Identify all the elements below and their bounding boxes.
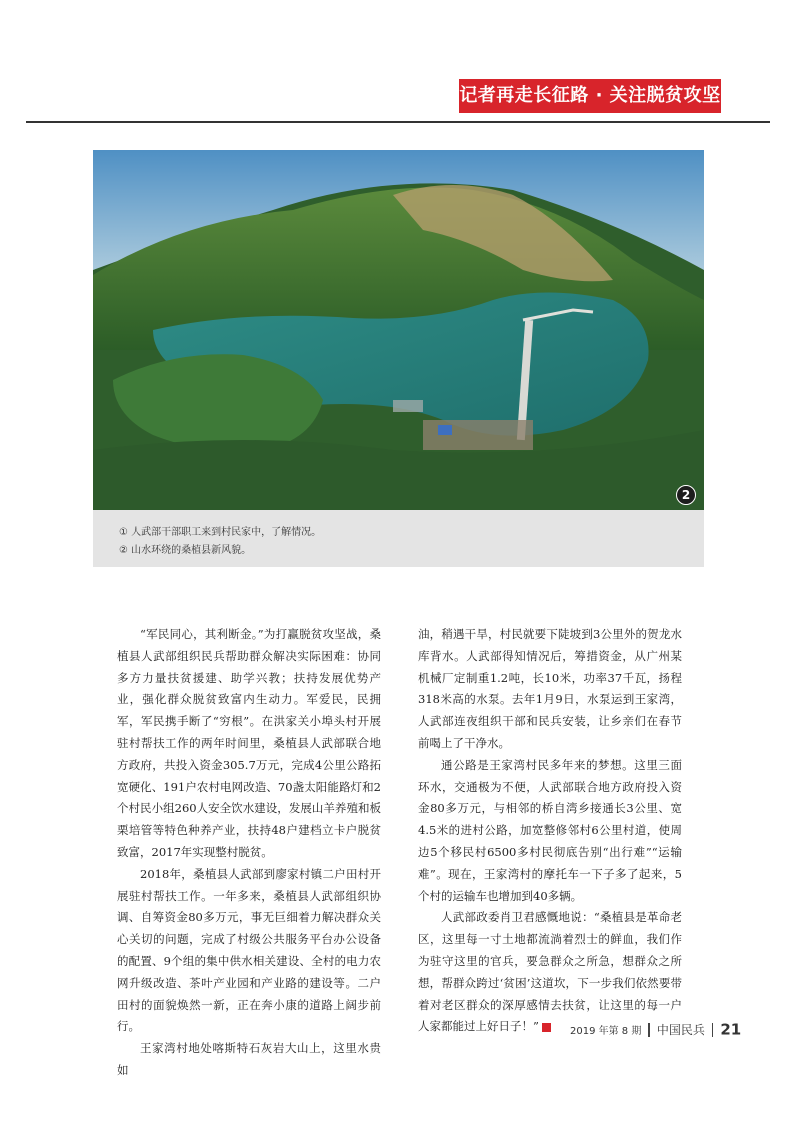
photo-number-badge: 2: [676, 485, 696, 505]
paragraph-text: 人武部政委肖卫君感慨地说：“桑植县是革命老区，这里每一寸土地都流淌着烈士的鲜血，我们作为驻守这里的官兵，要急群众之所急，想群众之所想，帮群众跨过‘贫困’这道坎，下一步我们依然要带着对老区群众的深厚感情去扶贫，让这里的每一户人家都能过上好日子！”: [418, 910, 682, 1034]
footer-divider: [712, 1023, 714, 1037]
paragraph: 王家湾村地处喀斯特石灰岩大山上，这里水贵如: [117, 1041, 381, 1077]
caption-2: ② 山水环绕的桑植县新风貌。: [119, 545, 252, 556]
issue-label: 2019 年第 8 期: [570, 1026, 642, 1037]
page-number: 21: [720, 1020, 742, 1039]
section-banner: 记者再走长征路 · 关注脱贫攻坚: [459, 79, 721, 113]
paragraph: “军民同心，其利断金。”为打赢脱贫攻坚战，桑植县人武部组织民兵帮助群众解决实际困难：协同多方力量扶贫援建、助学兴教；扶持发展优势产业，强化群众脱贫致富内生动力。军爱民，民拥军，军民携手断了“穷根”。在洪家关小埠头村开展驻村帮扶工作的两年时间里，桑植县人武部联合地方政府，共投入资金305.7万元，完成4公里公路拓宽硬化、191户农村电网改造、70盏太阳能路灯和2个村民小组260人安全饮水建设，发展山羊养殖和板栗培管等特色种养产业，扶持48户建档立卡户脱贫致富，2017年实现整村脱贫。: [117, 627, 381, 859]
aerial-landscape-photo: [93, 150, 704, 510]
end-mark-icon: J: [542, 1023, 551, 1032]
page-footer: [570, 1019, 741, 1039]
paragraph: 通公路是王家湾村民多年来的梦想。这里三面环水，交通极为不便，人武部联合地方政府投入资金80多万元，与相邻的桥自湾乡接通长3公里、宽4.5米的进村公路，加宽整修邻村6公里村道，使周边5个移民村6500多村民彻底告别“出行难”“运输难”。现在，王家湾村的摩托车一下子多了起来，5个村的运输车也增加到40多辆。: [418, 757, 682, 903]
footer-divider: [648, 1023, 650, 1037]
paragraph-continued: 油，稍遇干旱，村民就要下陡坡到3公里外的贺龙水库背水。人武部得知情况后，筹措资金，从广州某机械厂定制重1.2吨，长10米，功率37千瓦，扬程318米高的水泵。去年1月9日，水泵运到王家湾，人武部连夜组织干部和民兵安装，让乡亲们在春节前喝上了干净水。: [418, 627, 682, 750]
caption-1: ① 人武部干部职工来到村民家中，了解情况。: [119, 527, 322, 538]
paragraph: 2018年，桑植县人武部到廖家村镇二户田村开展驻村帮扶工作。一年多来，桑植县人武部组织协调、自筹资金80多万元，事无巨细着力解决群众关心关切的问题，完成了村级公共服务平台办公设备的配置、9个组的集中供水相关建设、全村的电力农网升级改造、茶叶产业园和产业路的建设等。二户田村的面貌焕然一新，正在奔小康的道路上阔步前行。: [117, 866, 381, 1034]
article-column-right: [418, 624, 682, 1038]
caption-box: [93, 510, 704, 567]
magazine-name: 中国民兵: [656, 1023, 705, 1037]
header-rule: [26, 121, 770, 123]
photo-illustration: [93, 150, 704, 510]
article-column-left: [117, 624, 381, 1082]
